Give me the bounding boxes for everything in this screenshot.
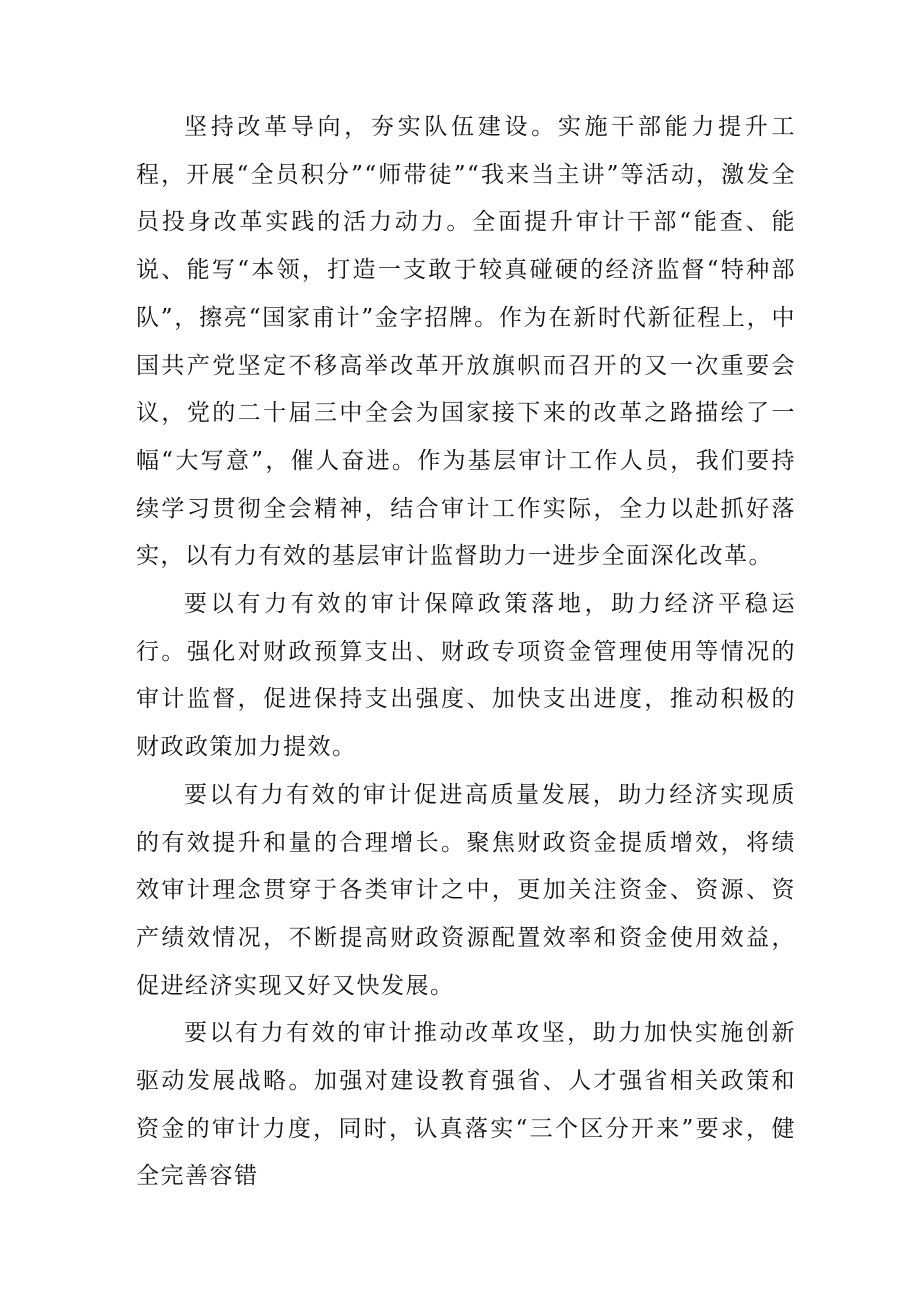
paragraph-2: 要以有力有效的审计保障政策落地，助力经济平稳运行。强化对财政预算支出、财政专项资金管理使用等情况的审计监督，促进保持支出强度、加快支出进度，推动积极的财政政策加力提效。 bbox=[136, 591, 796, 761]
paragraph-1: 坚持改革导向，夯实队伍建设。实施干部能力提升工程，开展“全员积分”“师带徒”“我来当主讲”等活动，激发全员投身改革实践的活力动力。全面提升审计干部“能查、能说、能写“本领，打造一支敢于较真碰硬的经济监督“特种部队”，擦亮“国家甫计”金字招牌。作为在新时代新征程上，中国共产党坚定不移高举改革开放旗帜而召开的又一次重要会议，党的二十届三中全会为国家接下来的改革之路描绘了一幅“大写意”，催人奋进。作为基层审计工作人员，我们要持续学习贯彻全会精神，结合审计工作实际，全力以赴抓好落实，以有力有效的基层审计监督助力一进步全面深化改革。 bbox=[136, 114, 796, 570]
document-body bbox=[136, 104, 796, 1201]
paragraph-4: 要以有力有效的审计推动改革攻坚，助力加快实施创新驱动发展战略。加强对建设教育强省、人才强省相关政策和资金的审计力度，同时，认真落实“三个区分开来”要求，健全完善容错 bbox=[136, 1020, 796, 1190]
paragraph-3: 要以有力有效的审计促进高质量发展，助力经济实现质的有效提升和量的合理增长。聚焦财政资金提质增效，将绩效审计理念贯穿于各类审计之中，更加关注资金、资源、资产绩效情况，不断提高财政资源配置效率和资金使用效益，促进经济实现又好又快发展。 bbox=[136, 781, 796, 999]
